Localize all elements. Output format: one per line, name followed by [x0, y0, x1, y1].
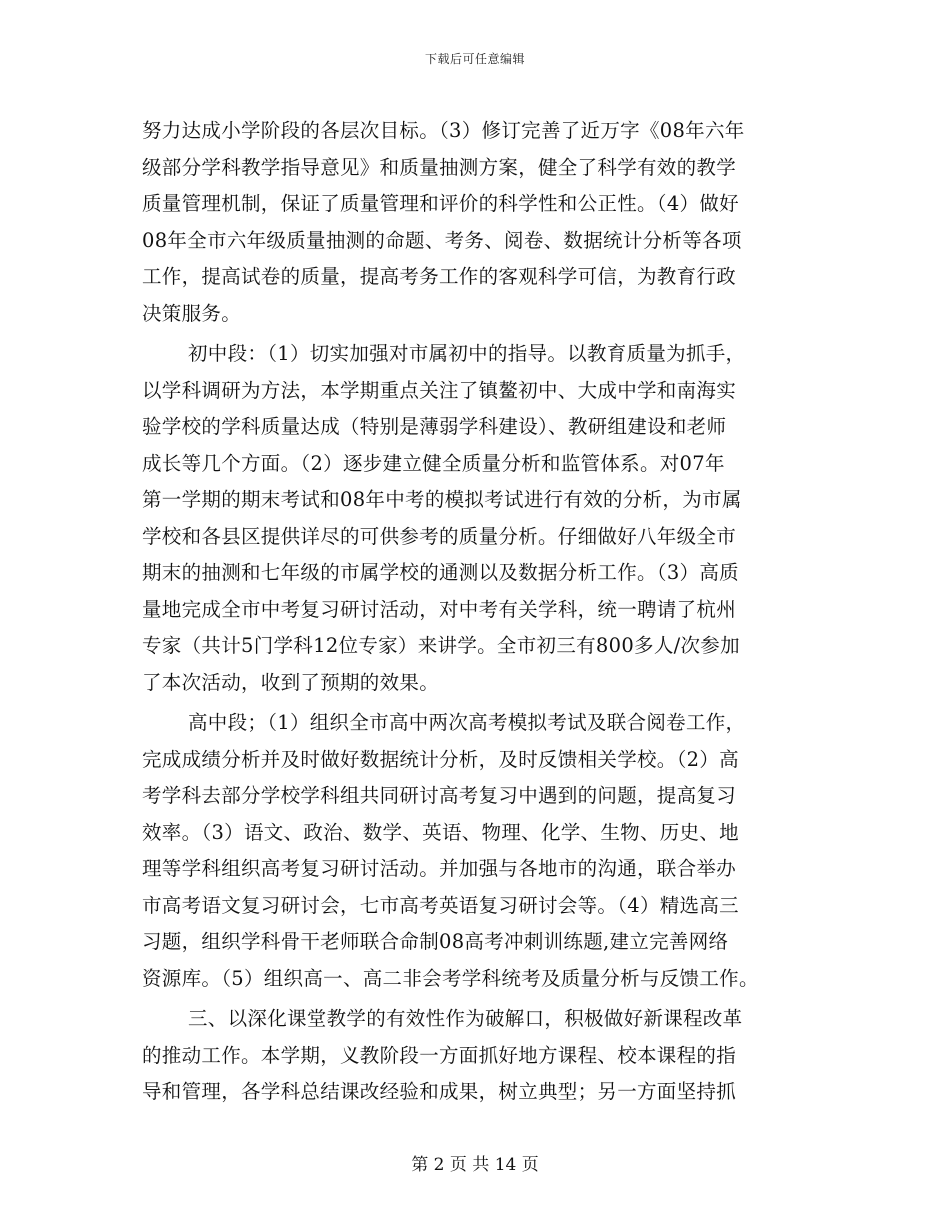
- text-line: 效率。（3）语文、政治、数学、英语、物理、化学、生物、历史、地: [142, 820, 739, 844]
- text-line: 量地完成全市中考复习研讨活动，对中考有关学科，统一聘请了杭州: [142, 597, 737, 621]
- text-line: 理等学科组织高考复习研讨活动。并加强与各地市的沟通，联合举办: [142, 857, 737, 880]
- text-line: 的推动工作。本学期，义教阶段一方面抓好地方课程、校本课程的指: [142, 1043, 737, 1067]
- text-line: 导和管理，各学科总结课改经验和成果，树立典型；另一方面坚持抓: [142, 1080, 737, 1103]
- text-line: 第一学期的期末考试和08年中考的模拟考试进行有效的分析，为市属: [142, 488, 742, 511]
- paragraph: [142, 113, 812, 332]
- text-line: 初中段：（1）切实加强对市属初中的指导。以教育质量为抓手，: [188, 342, 746, 365]
- text-line: 高中段；（1）组织全市高中两次高考模拟考试及联合阅卷工作，: [188, 711, 746, 734]
- text-line: 专家（共计5门学科12位专家）来讲学。全市初三有800多人/次参加: [142, 634, 740, 657]
- text-line: 质量管理机制，保证了质量管理和评价的科学性和公正性。（4）做好: [142, 192, 739, 215]
- text-line: 市高考语文复习研讨会，七市高考英语复习研讨会等。（4）精选高三: [142, 893, 739, 917]
- text-line: 资源库。（5）组织高一、高二非会考学科统考及质量分析与反馈工作。: [142, 966, 759, 990]
- page-number-footer: 第 2 页 共 14 页: [411, 1155, 539, 1175]
- text-line: 工作，提高试卷的质量，提高考务工作的客观科学可信，为教育行政: [142, 265, 737, 288]
- text-line: 以学科调研为方法，本学期重点关注了镇鳌初中、大成中学和南海实: [142, 378, 737, 402]
- text-line: 级部分学科教学指导意见》和质量抽测方案，健全了科学有效的教学: [142, 155, 737, 179]
- text-line: 习题，组织学科骨干老师联合命制08高考冲刺训练题,建立完善网络: [142, 930, 729, 953]
- page-header-note: 下载后可任意编辑: [424, 52, 525, 66]
- text-line: 决策服务。: [142, 301, 242, 325]
- document-body: [142, 113, 812, 1111]
- text-line: 学校和各县区提供详尽的可供参考的质量分析。仔细做好八年级全市: [142, 524, 737, 548]
- text-line: 了本次活动，收到了预期的效果。: [142, 670, 440, 694]
- text-line: 成长等几个方面。（2）逐步建立健全质量分析和监管体系。对07年: [142, 451, 725, 475]
- text-line: 期末的抽测和七年级的市属学校的通测以及数据分析工作。（3）高质: [142, 561, 739, 584]
- text-line: 验学校的学科质量达成（特别是薄弱学科建设）、教研组建设和老师: [142, 415, 727, 438]
- paragraph: [142, 1001, 812, 1111]
- text-line: 考学科去部分学校学科组共同研讨高考复习中遇到的问题，提高复习: [142, 784, 737, 807]
- text-line: 08年全市六年级质量抽测的命题、考务、阅卷、数据统计分析等各项: [142, 228, 742, 252]
- text-line: 完成成绩分析并及时做好数据统计分析，及时反馈相关学校。（2）高: [142, 747, 739, 771]
- text-line: 努力达成小学阶段的各层次目标。（3）修订完善了近万字《08年六年: [142, 119, 745, 142]
- text-line: 三、以深化课堂教学的有效性作为破解口，积极做好新课程改革: [188, 1007, 743, 1030]
- paragraph: [142, 705, 812, 997]
- paragraph: [142, 336, 812, 701]
